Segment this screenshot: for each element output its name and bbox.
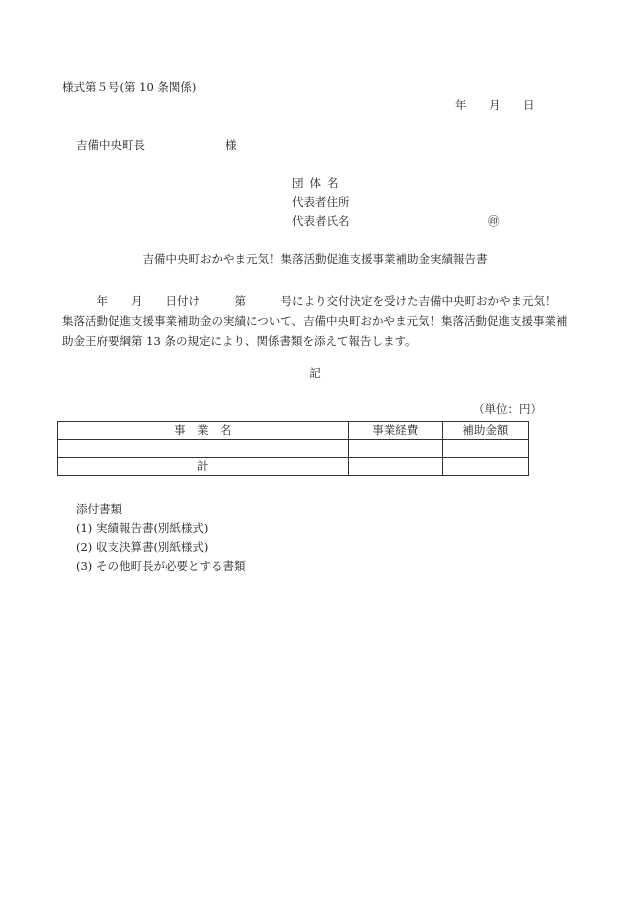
attachment-item: (3) その他町長が必要とする書類 [76, 559, 246, 573]
total-label: 計 [58, 458, 349, 476]
table-cell [442, 458, 528, 476]
attachment-item: (1) 実績報告書(別紙様式) [76, 521, 209, 535]
seal-mark: ㊞ [488, 214, 500, 228]
table-cell [58, 440, 349, 458]
body-paragraph [62, 291, 582, 351]
date-year-label: 年 [455, 98, 467, 112]
body-line: 年 月 日付け 第 号により交付決定を受けた吉備中央町おかやま元気！ [62, 294, 557, 308]
header-project-cost: 事業経費 [348, 422, 442, 440]
table-cell [442, 440, 528, 458]
header-project-name: 事 業 名 [58, 422, 349, 440]
body-line: 集落活動促進支援事業補助金の実績について、吉備中央町おかやま元気！集落活動促進支援事業補 [62, 314, 568, 328]
project-table [57, 421, 529, 476]
date-month-label: 月 [489, 98, 501, 112]
date-day-label: 日 [523, 98, 535, 112]
header-subsidy-amount: 補助金額 [442, 422, 528, 440]
unit-note: （単位：円） [473, 402, 542, 416]
addressee-name: 吉備中央町長 [76, 138, 145, 152]
table-header-row [58, 422, 529, 440]
representative-name-label: 代表者氏名 [292, 214, 350, 228]
org-name-label: 団体名 [292, 176, 345, 190]
document-title: 吉備中央町おかやま元気！集落活動促進支援事業補助金実績報告書 [142, 252, 488, 266]
body-line: 助金王府要綱第 13 条の規定により、関係書類を添えて報告します。 [62, 334, 417, 348]
attachments-heading: 添付書類 [76, 502, 122, 516]
representative-address-label: 代表者住所 [292, 195, 350, 209]
attachment-item: (2) 収支決算書(別紙様式) [76, 540, 209, 554]
table-total-row [58, 458, 529, 476]
addressee-honorific: 様 [225, 138, 237, 152]
table-cell [348, 440, 442, 458]
ki-heading: 記 [309, 366, 321, 380]
table-cell [348, 458, 442, 476]
form-number: 様式第５号(第 10 条関係) [62, 80, 197, 94]
table-row [58, 440, 529, 458]
